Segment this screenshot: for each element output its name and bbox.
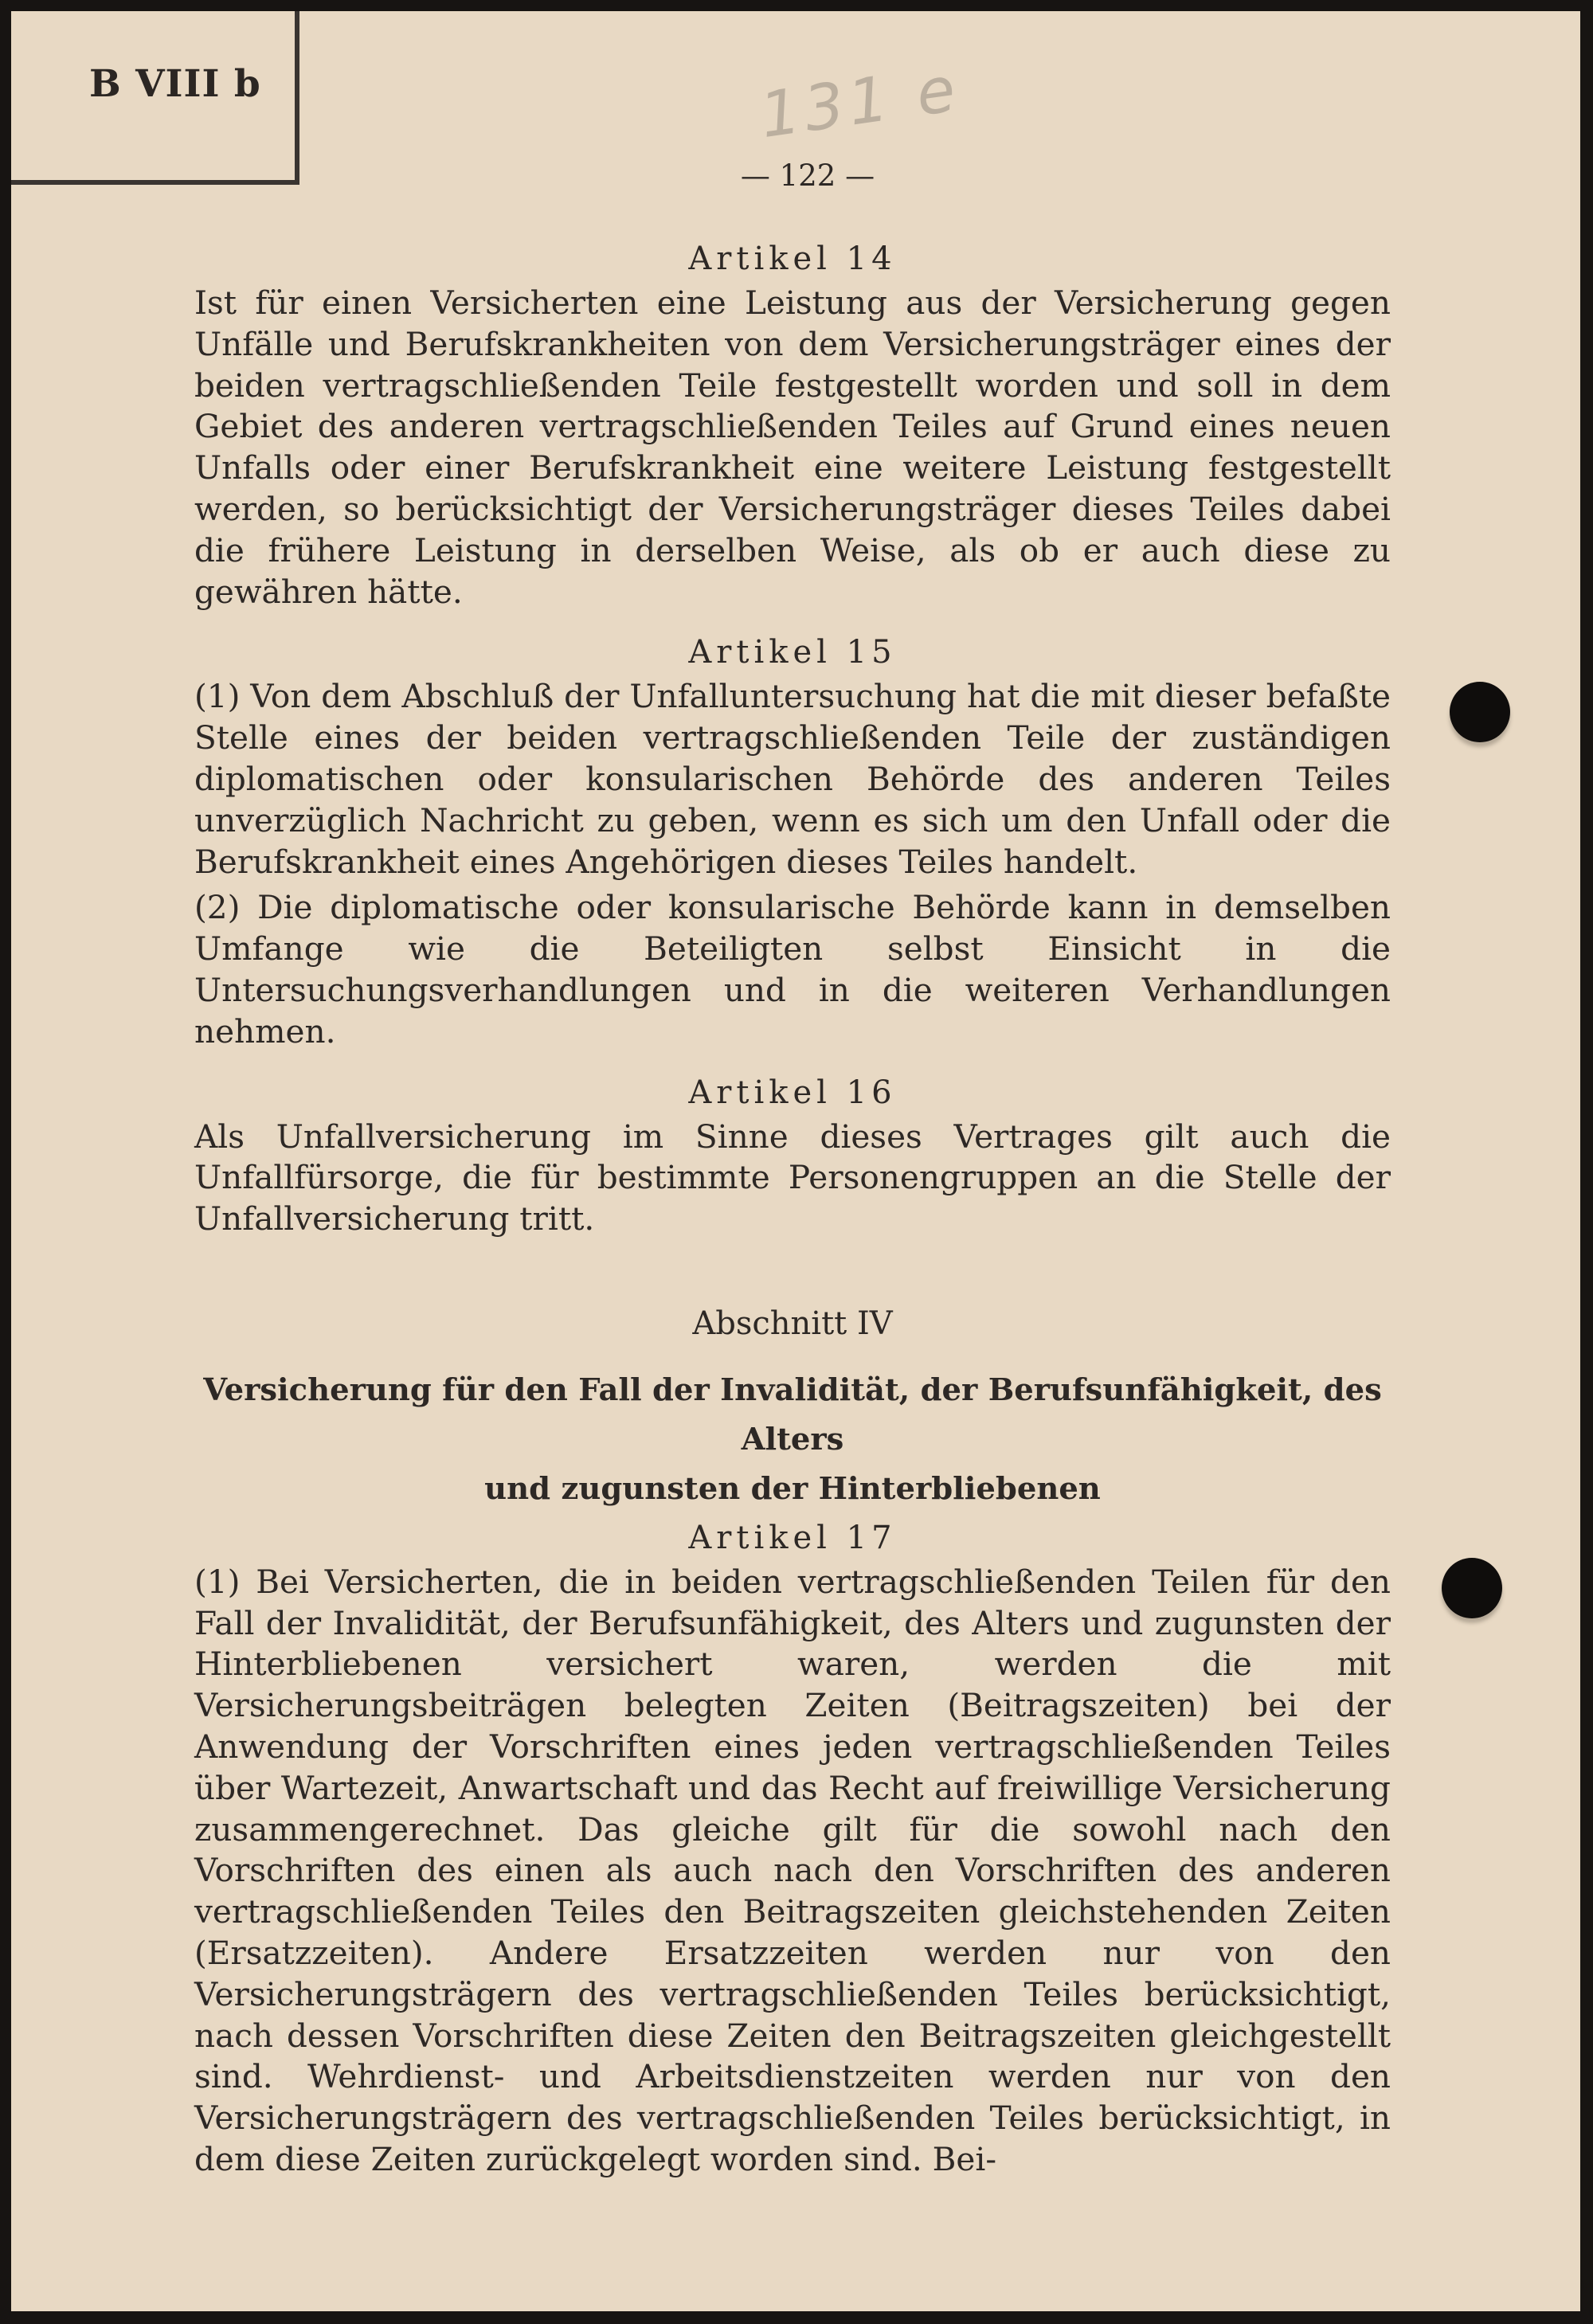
article-14-text: Ist für einen Versicherten eine Leistung aus der Versicherung gegen Unfälle und Berufskrankheiten von dem Versicherungsträger eines der beiden vertragschließenden Teile festgestellt worden und soll in dem Gebiet des anderen vertragschließenden Teiles auf Grund eines neuen Unfalls oder einer Berufskrankheit eine weitere Leistung festgestellt werden, so berücksichtigt der Versicherungsträger dieses Teiles dabei die frühere Leistung in derselben Weise, als ob er auch diese zu gewähren hätte.	[194, 284, 1391, 611]
article-16-text: Als Unfallversicherung im Sinne dieses Vertrages gilt auch die Unfallfürsorge, die für bestimmte Personengruppen an die Stelle der Unfallversicherung tritt.	[194, 1117, 1391, 1238]
document-body	[194, 238, 1391, 2181]
document-page	[11, 11, 1580, 2311]
punch-hole-top	[1450, 682, 1510, 742]
section-title-line-2: und zugunsten der Hinterbliebenen	[484, 1470, 1101, 1507]
article-14-heading: Artikel 14	[688, 241, 897, 277]
punch-hole-bottom	[1442, 1558, 1502, 1618]
article-17-heading: Artikel 17	[688, 1519, 897, 1556]
page-number: — 122 —	[740, 158, 875, 193]
article-15-paragraph-2: (2) Die diplomatische oder konsularische Behörde kann in demselben Umfange wie die Beteiligten selbst Einsicht in die Untersuchungsverhandlungen und in die weiteren Verhandlungen nehmen.	[194, 888, 1391, 1050]
article-15-heading: Artikel 15	[688, 634, 897, 671]
section-title-line-1: Versicherung für den Fall der Invalidität, der Berufsunfähigkeit, des Alters	[203, 1371, 1382, 1457]
corner-label: B VIII b	[89, 62, 261, 106]
article-17-text: (1) Bei Versicherten, die in beiden vertragschließenden Teilen für den Fall der Invalidität, der Berufsunfähigkeit, des Alters und zugunsten der Hinterbliebenen versichert waren, werden die mit Versicherungsbeiträgen belegten Zeiten (Beitragszeiten) bei der Anwendung der Vorschriften eines jeden vertragschließenden Teiles über Wartezeit, Anwartschaft und das Recht auf freiwillige Versicherung zusammengerechnet. Das gleiche gilt für die sowohl nach den Vorschriften des einen als auch nach den Vorschriften des anderen vertragschließenden Teiles den Beitragszeiten gleichstehenden Zeiten (Ersatzzeiten). Andere Ersatzzeiten werden nur von den Versicherungsträgern des vertragschließenden Teiles berücksichtigt, nach dessen Vorschriften diese Zeiten den Beitragszeiten gleichgestellt sind. Wehrdienst- und Arbeitsdienstzeiten werden nur von den Versicherungsträgern des vertragschließenden Teiles berücksichtigt, in dem diese Zeiten zurückgelegt worden sind. Bei-	[194, 1562, 1391, 2178]
article-16-heading: Artikel 16	[688, 1074, 897, 1111]
handwritten-note: 131 e	[755, 53, 965, 153]
section-label: Abschnitt IV	[692, 1305, 893, 1342]
section-title	[194, 1366, 1391, 1514]
article-15-paragraph-1: (1) Von dem Abschluß der Unfalluntersuchung hat die mit dieser befaßte Stelle eines der beiden vertragschließenden Teile der zuständigen diplomatischen oder konsularischen Behörde des anderen Teiles unverzüglich Nachricht zu geben, wenn es sich um den Unfall oder die Berufskrankheit eines Angehörigen dieses Teiles handelt.	[194, 677, 1391, 881]
